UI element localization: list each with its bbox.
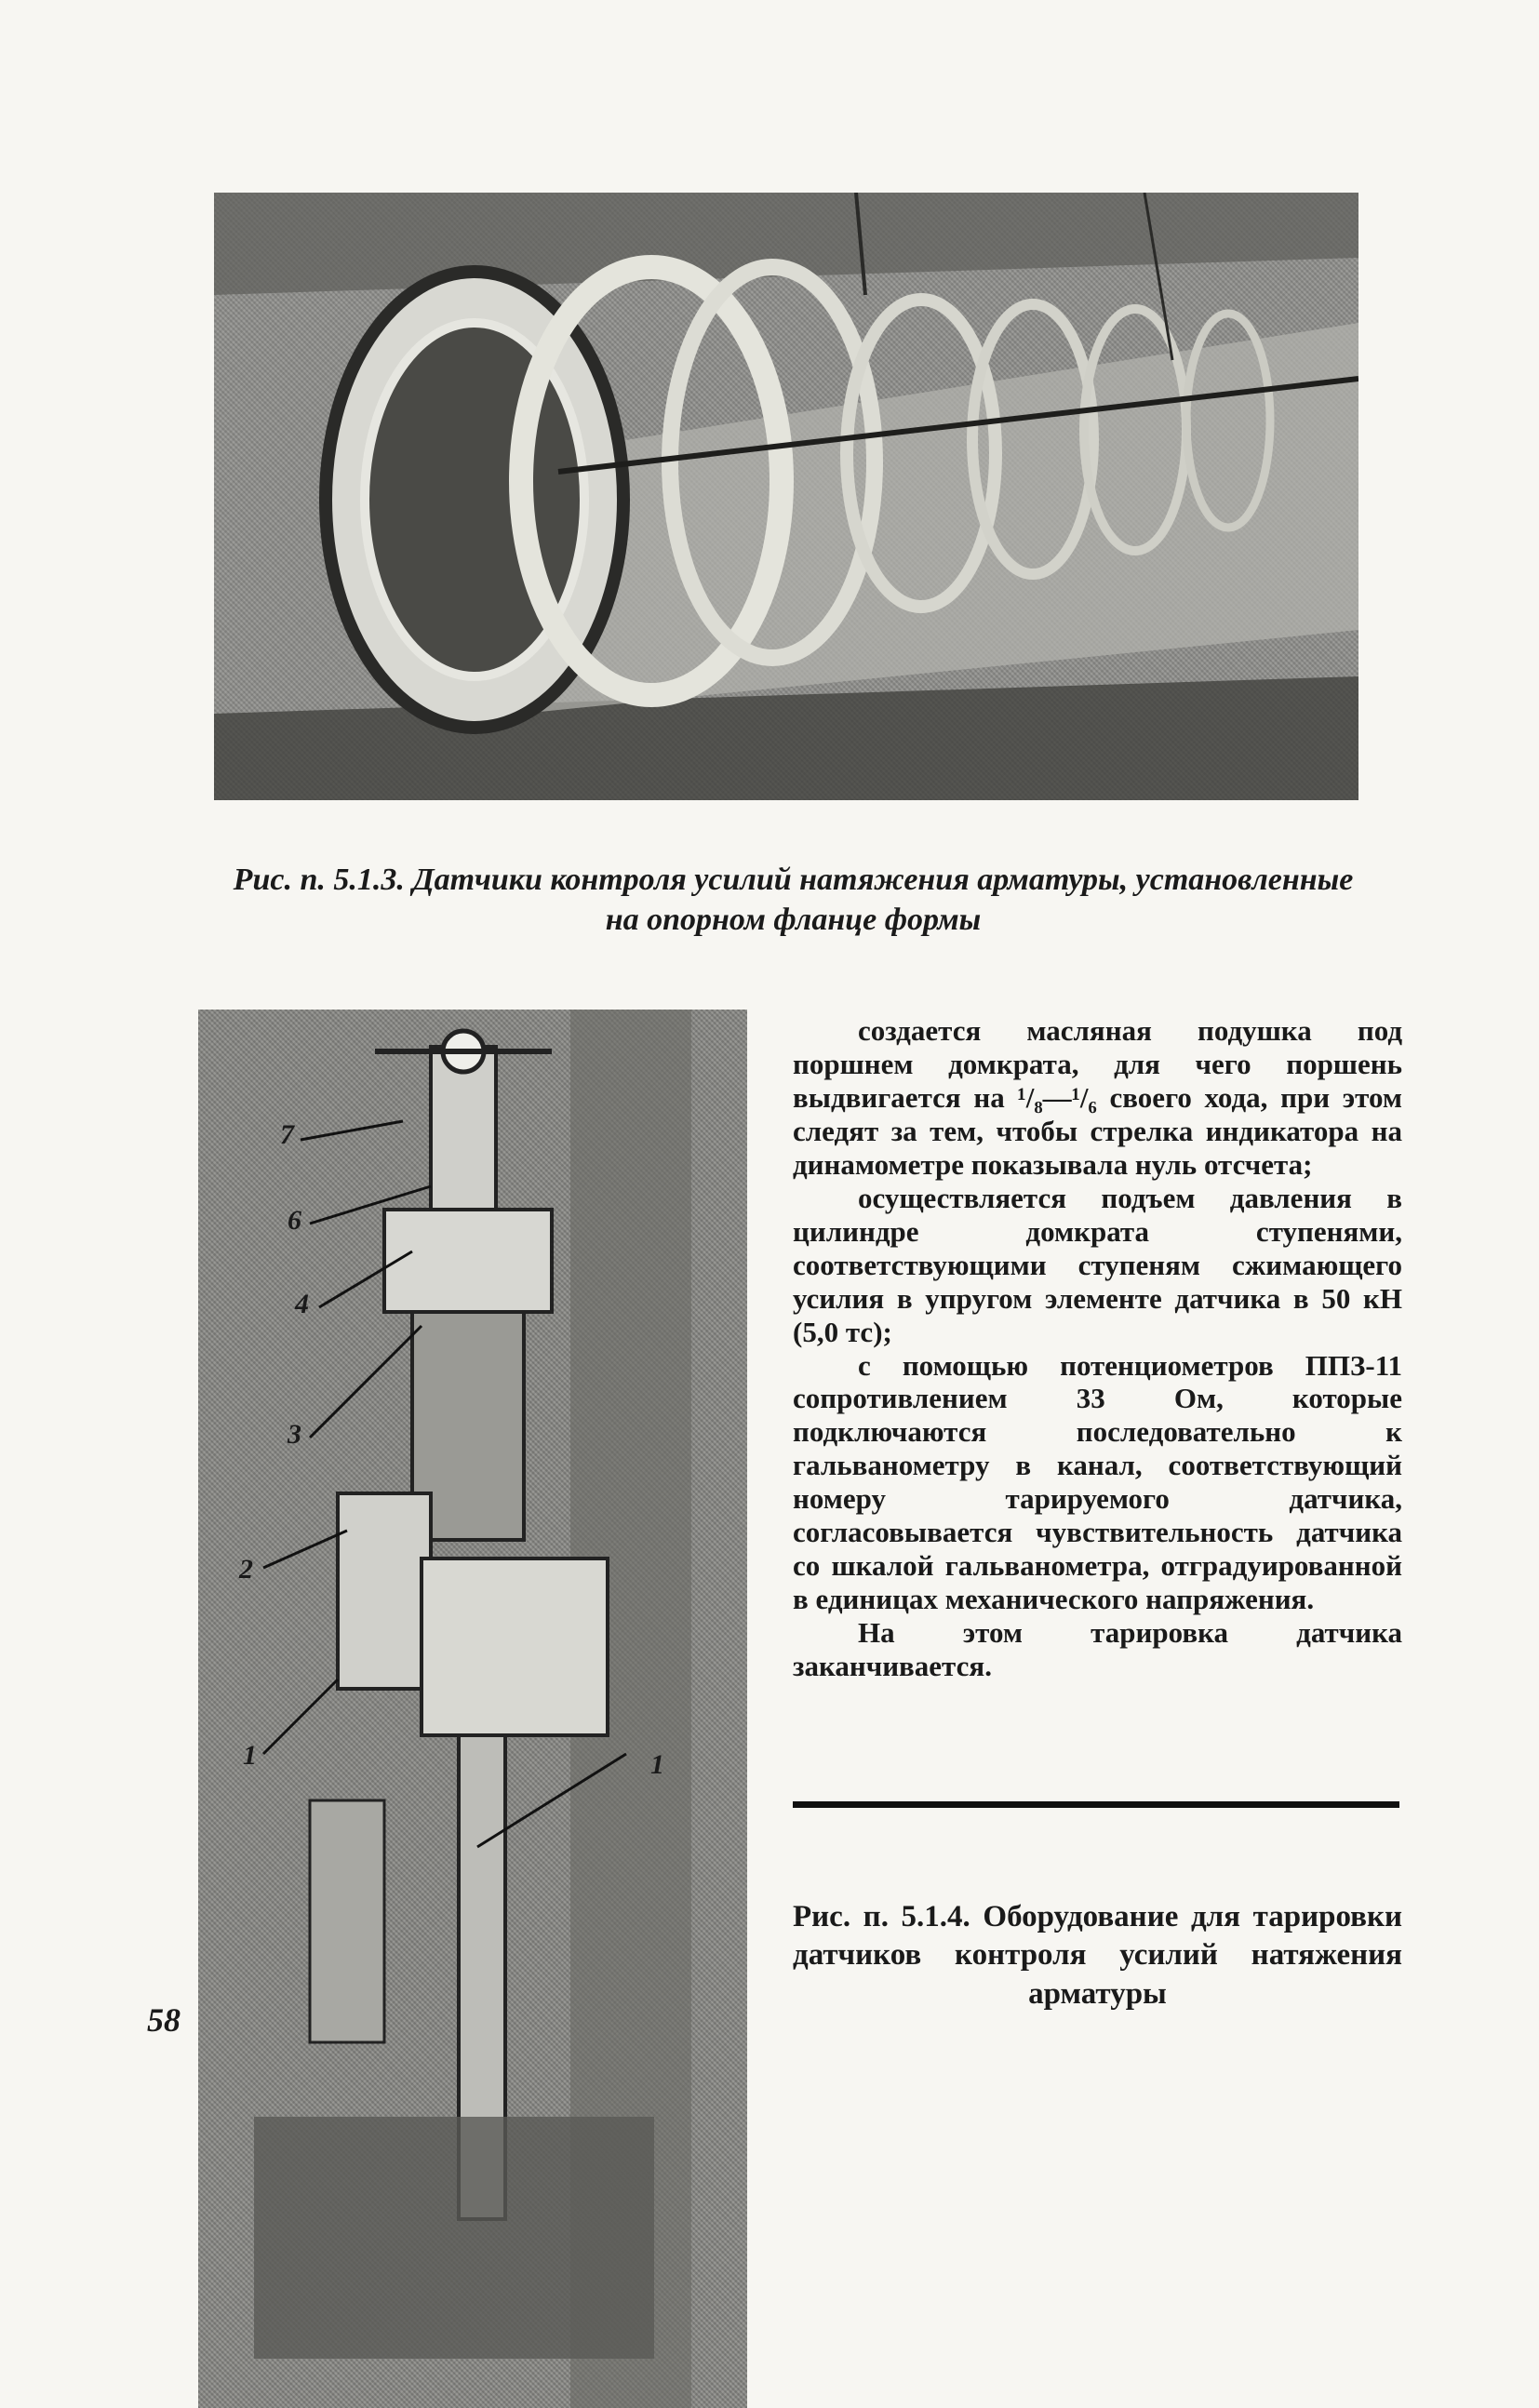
body-text xyxy=(793,1014,1402,1683)
calibration-equipment-photo xyxy=(198,1010,747,2408)
callout-label: 1 xyxy=(243,1740,257,1771)
figure-5-1-4-caption: Рис. п. 5.1.4. Оборудование для тарировки датчиков контроля усилий натяжения арматуры xyxy=(793,1900,1402,2011)
page-number: 58 xyxy=(147,2001,181,2039)
callout-label: 3 xyxy=(288,1419,301,1450)
callout-label: 6 xyxy=(288,1205,301,1236)
calibration-equipment-illustration xyxy=(198,1010,747,2408)
body-paragraph: осуществляется подъем давления в цилиндре домкрата ступенями, соответствующими ступеням сжимающего усилия в упругом элементе датчика в 50 кН (5,0 тс); xyxy=(793,1181,1402,1348)
body-paragraph: с помощью потенциометров ППЗ-11 сопротивлением 33 Ом, которые подключаются последовательно к гальванометру в канал, соответствующий номеру тарируемого датчика, согласовывается чувствительность датчика со шкалой гальванометра, отградуированной в единицах механического напряжения. xyxy=(793,1348,1402,1616)
body-paragraph: создается масляная подушка под поршнем домкрата, для чего поршень выдвигается на ¹/₈—¹/₆ своего хода, при этом следят за тем, чтобы стрелка индикатора на динамометре показывала нуль отсчета; xyxy=(793,1014,1402,1181)
body-paragraph: На этом тарировка датчика заканчивается. xyxy=(793,1616,1402,1683)
figure-5-1-3-caption: Рис. п. 5.1.3. Датчики контроля усилий натяжения арматуры, установленные на опорном фланце формы xyxy=(233,863,1354,937)
form-flange-illustration xyxy=(214,193,1358,800)
form-flange-photo xyxy=(214,193,1358,800)
callout-label: 2 xyxy=(239,1554,253,1585)
horizontal-rule xyxy=(793,1801,1399,1808)
callout-label: 7 xyxy=(280,1119,294,1150)
callout-label: 4 xyxy=(295,1289,309,1319)
callout-label: 1 xyxy=(650,1749,664,1780)
